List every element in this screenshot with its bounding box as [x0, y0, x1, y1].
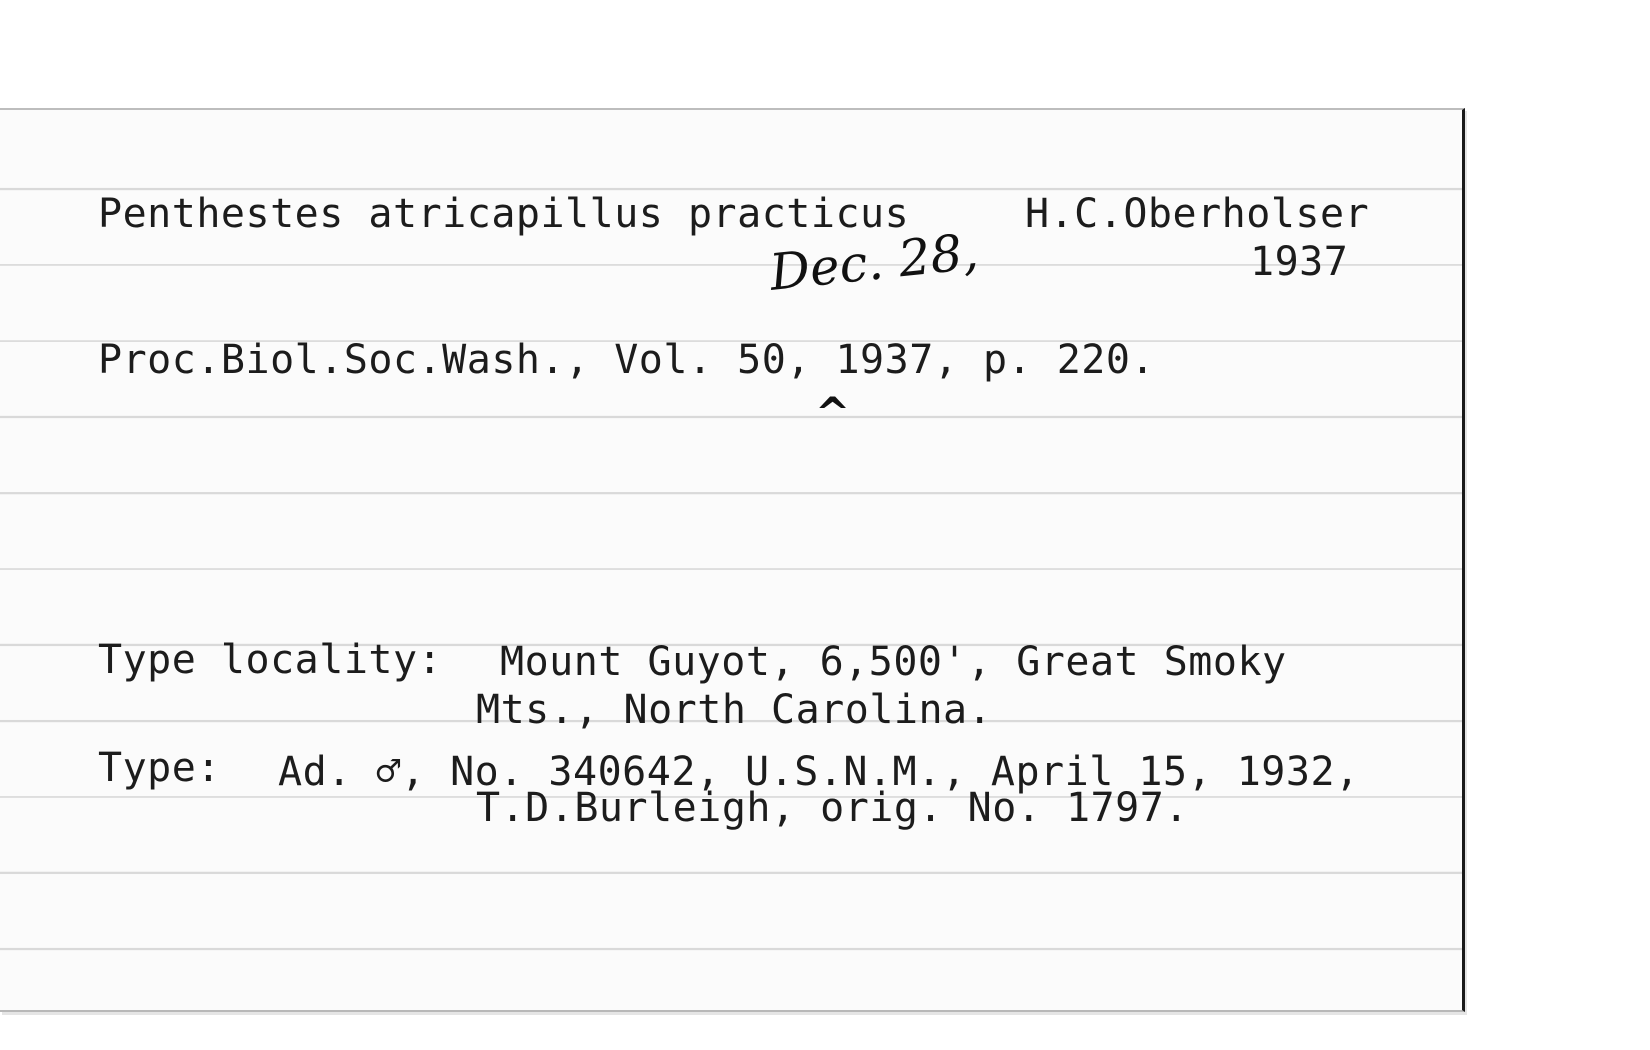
author-name: H.C.Oberholser	[1025, 191, 1370, 237]
type-locality-line-2: Mts., North Carolina.	[476, 687, 993, 733]
index-card	[0, 108, 1465, 1012]
type-specimen-line-1: Ad. ♂, No. 340642, U.S.N.M., April 15, 1932,	[278, 749, 1360, 795]
author-year: 1937	[1250, 239, 1349, 285]
type-label: Type:	[98, 745, 221, 791]
type-locality-line-1: Mount Guyot, 6,500', Great Smoky	[500, 639, 1287, 685]
type-locality-label: Type locality:	[98, 637, 443, 683]
species-name: Penthestes atricapillus practicus	[98, 191, 910, 237]
insertion-mark: ^	[815, 388, 851, 437]
type-specimen-line-2: T.D.Burleigh, orig. No. 1797.	[476, 785, 1189, 831]
publication-citation: Proc.Biol.Soc.Wash., Vol. 50, 1937, p. 220.	[98, 337, 1156, 383]
handwritten-date: Dec. 28,	[766, 222, 981, 302]
